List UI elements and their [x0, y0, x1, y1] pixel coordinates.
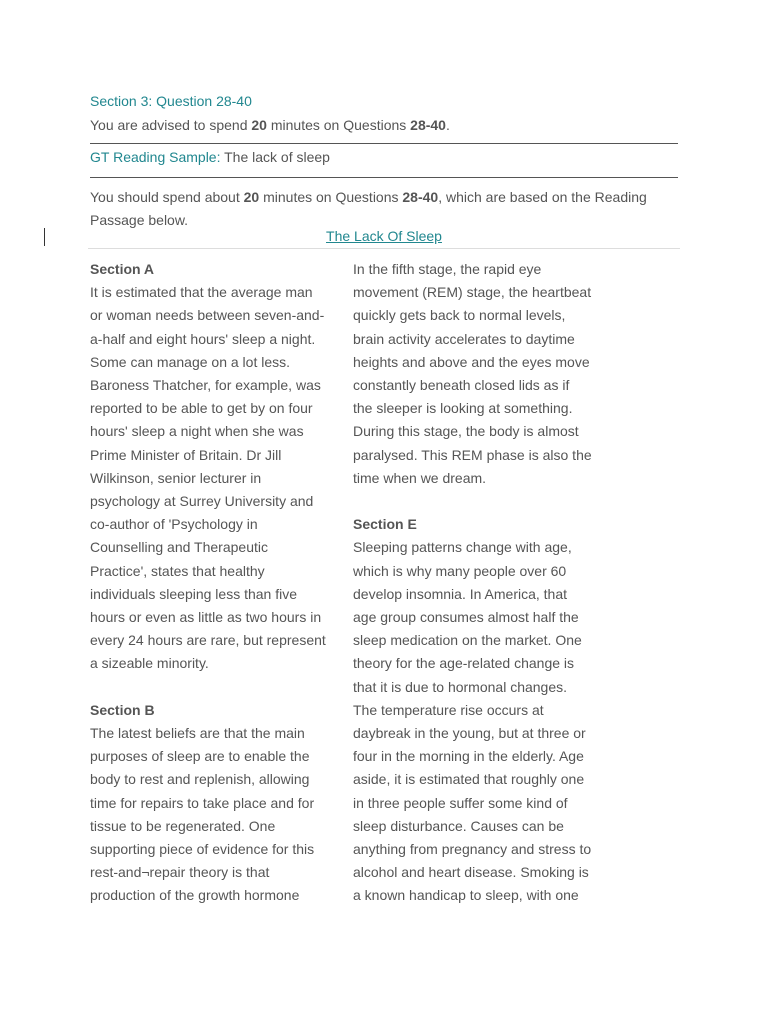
passage-line: that it is due to hormonal changes. [353, 678, 568, 695]
passage-line: body to rest and replenish, allowing [90, 771, 310, 788]
sample-title: The lack of sleep [220, 149, 330, 165]
passage-line: a sizeable minority. [90, 655, 209, 672]
passage-line: sleep disturbance. Causes can be [353, 817, 564, 834]
passage-line: movement (REM) stage, the heartbeat [353, 284, 592, 301]
advice-minutes: 20 [251, 117, 267, 133]
passage-line: heights and above and the eyes move [353, 353, 590, 370]
passage-line: the sleeper is looking at something. [353, 400, 573, 417]
sample-heading [90, 147, 330, 167]
passage-line: Wilkinson, senior lecturer in [90, 469, 262, 486]
section-label: Section 3: Question 28-40 [90, 93, 252, 109]
passage-line: aside, it is estimated that roughly one [353, 771, 585, 788]
instructions-suffix: , which are based on the Reading [438, 189, 647, 205]
passage-line: in three people suffer some kind of [353, 794, 568, 811]
instructions-middle: minutes on Questions [259, 189, 403, 205]
passage-line: hours or even as little as two hours in [90, 609, 322, 626]
passage-line: production of the growth hormone [90, 887, 300, 904]
advice-prefix: You are advised to spend [90, 117, 252, 133]
time-advice [90, 115, 450, 135]
advice-suffix: . [445, 117, 450, 133]
passage-line: Some can manage on a lot less. [90, 353, 291, 370]
passage-line: tissue to be regenerated. One [90, 817, 276, 834]
passage-line: develop insomnia. In America, that [353, 585, 568, 602]
advice-questions: 28-40 [410, 117, 446, 133]
passage-line: or woman needs between seven-and- [90, 307, 325, 324]
passage-line: Prime Minister of Britain. Dr Jill [90, 446, 282, 463]
instructions-minutes: 20 [243, 189, 260, 205]
passage-line: hours' sleep a night when she was [90, 423, 304, 440]
passage-line: It is estimated that the average man [90, 284, 313, 301]
passage-title[interactable] [0, 226, 768, 246]
passage-line: four in the morning in the elderly. Age [353, 748, 584, 765]
passage-line: sleep medication on the market. One [353, 632, 582, 649]
passage-line: time when we dream. [353, 469, 487, 486]
passage-line: purposes of sleep are to enable the [90, 748, 310, 765]
passage-line: During this stage, the body is almost [353, 423, 579, 440]
passage-line: a-half and eight hours' sleep a night. [90, 330, 316, 347]
passage-line: constantly beneath closed lids as if [353, 377, 570, 394]
instructions-questions: 28-40 [402, 189, 439, 205]
passage-right-column [353, 258, 598, 908]
passage-line: individuals sleeping less than five [90, 585, 298, 602]
instructions-line2: Passage below. [90, 212, 189, 228]
passage-left-column [90, 258, 330, 908]
advice-middle: minutes on Questions [266, 117, 411, 133]
passage-line: alcohol and heart disease. Smoking is [353, 864, 589, 881]
top-divider [90, 143, 678, 144]
sample-label: GT Reading Sample: [90, 149, 221, 165]
passage-line: reported to be able to get by on four [90, 400, 313, 417]
passage-line: daybreak in the young, but at three or [353, 725, 586, 742]
passage-line: In the fifth stage, the rapid eye [353, 261, 542, 277]
passage-line: Sleeping patterns change with age, [353, 539, 572, 556]
section-heading: Section A [90, 261, 155, 277]
passage-line: supporting piece of evidence for this [90, 841, 315, 858]
bottom-divider [90, 177, 678, 178]
section-heading: Section B [90, 701, 155, 718]
passage-line: The latest beliefs are that the main [90, 725, 305, 742]
passage-line: theory for the age-related change is [353, 655, 575, 672]
passage-line: psychology at Surrey University and [90, 493, 314, 510]
passage-line: a known handicap to sleep, with one [353, 887, 579, 904]
passage-line: paralysed. This REM phase is also the [353, 446, 592, 463]
passage-line: Practice', states that healthy [90, 562, 265, 579]
paragraph-gap [90, 676, 330, 699]
passage-line: co-author of 'Psychology in [90, 516, 258, 533]
passage-line: Counselling and Therapeutic [90, 539, 268, 556]
passage-line: every 24 hours are rare, but represent [90, 632, 326, 649]
passage-line: quickly gets back to normal levels, [353, 307, 566, 324]
passage-line: rest-and¬repair theory is that [90, 864, 270, 881]
passage-divider [88, 248, 680, 249]
passage-title-link[interactable]: The Lack Of Sleep [326, 228, 442, 244]
paragraph-gap [353, 490, 598, 513]
passage-line: which is why many people over 60 [353, 562, 567, 579]
instructions-prefix: You should spend about [90, 189, 244, 205]
passage-line: age group consumes almost half the [353, 609, 579, 626]
passage-line: The temperature rise occurs at [353, 701, 544, 718]
section-heading: Section E [353, 516, 417, 533]
passage-line: brain activity accelerates to daytime [353, 330, 575, 347]
passage-line: time for repairs to take place and for [90, 794, 315, 811]
passage-line: Baroness Thatcher, for example, was [90, 377, 321, 394]
passage-line: anything from pregnancy and stress to [353, 841, 592, 858]
